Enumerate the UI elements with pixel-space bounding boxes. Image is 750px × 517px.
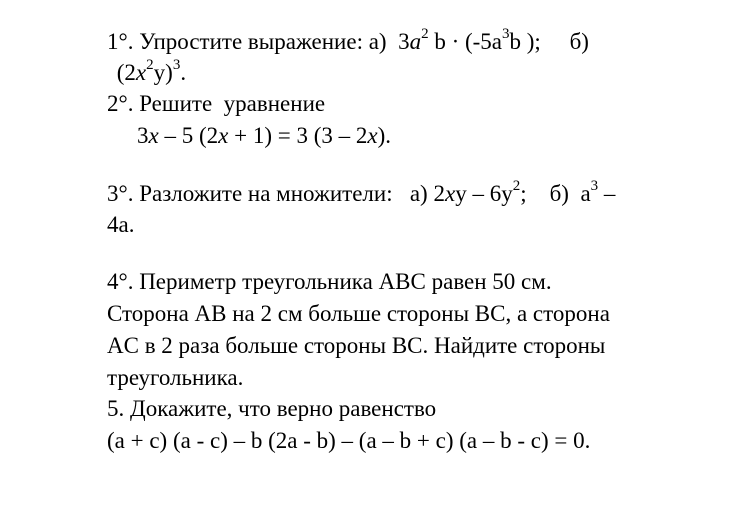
problem-5-title: 5. Докажите, что верно равенство [107, 396, 437, 421]
problem-2-equation: 3x – 5 (2x + 1) = 3 (3 – 2x). [137, 123, 392, 148]
problem-4-line: треугольника. [107, 365, 244, 390]
problem-3-line-1: 3°. Разложите на множители: а) $2xy - 6y^2$; б) $a^3$ – [107, 178, 616, 206]
problem-2-title: 2°. Решите уравнение [107, 91, 326, 116]
problem-1-line-1: 1°. Упростите выражение: а) $3a^2$ $b \cdot (-5a^3b$ ); б) [107, 26, 589, 54]
problem-1-line-2: $(2x^2y)^3$. [111, 57, 187, 85]
problem-4-line: 4°. Периметр треугольника ABC равен 50 см. [107, 269, 552, 294]
problem-5-equation: (a + c) (a - c) – b (2a - b) – (a – b + c) (a – b - c) = 0. [107, 428, 591, 453]
problem-4-line: Сторона AB на 2 см больше стороны BC, а сторона [107, 301, 610, 326]
problem-4-line: AC в 2 раза больше стороны BC. Найдите стороны [107, 333, 606, 358]
problem-3-line-2: 4a. [107, 212, 135, 237]
